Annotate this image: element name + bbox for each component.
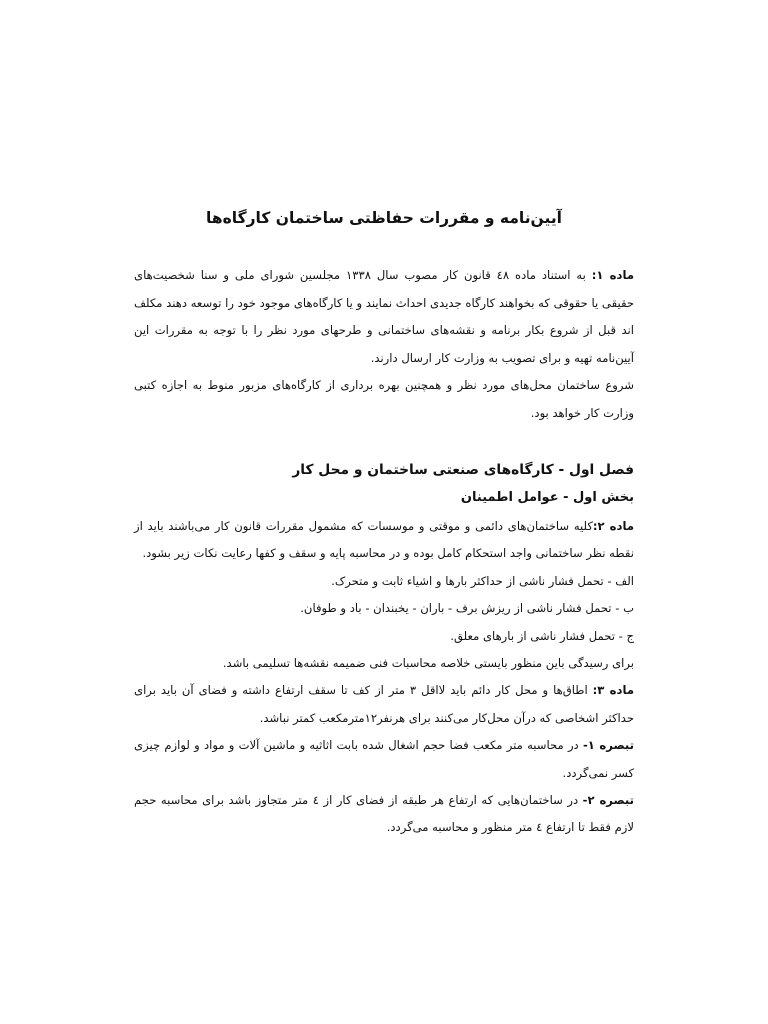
note-2-paragraph <box>134 787 634 842</box>
note-1-paragraph <box>134 732 634 787</box>
article-2-item-a: الف - تحمل فشار ناشی از حداکثر بارها و اشیاء ثابت و متحرک. <box>331 573 634 588</box>
article-3-text: اطاق‌ها و محل کار دائم باید لااقل ۳ متر از کف تا سقف ارتفاع داشته و فضای آن باید برای حداکثر اشخاصی که درآن محل‌کار می‌کنند برای هرنفر۱۲مترمکعب کمتر نباشد. <box>134 683 634 725</box>
note-2-label: تبصره ۲- <box>582 793 635 808</box>
article-2-label: ماده ۲: <box>592 519 634 533</box>
intro-paragraph-2: شروع ساختمان محل‌های مورد نظر و همچنین بهره برداری از کارگاه‌های مزبور منوط به اجازه کتبی وزارت کار خواهد بود. <box>134 378 634 420</box>
article-2-item-c: ج - تحمل فشار ناشی از بارهای معلق. <box>450 628 634 643</box>
article-2-text: کلیه ساختمان‌های دائمی و موقتی و موسسات که مشمول مقررات قانون کار می‌باشند باید از نقطه نظر ساختمانی واجد استحکام کامل بوده و در محاسبه پایه و سقف و کفها رعایت نکات زیر بشود. <box>134 519 634 561</box>
chapter-heading: فصل اول - کارگاه‌های صنعتی ساختمان و محل کار <box>292 462 634 478</box>
document-title: آیین‌نامه و مقررات حفاظتی ساختمان کارگاه‌ها <box>206 209 562 227</box>
article-2-closing: برای رسیدگی باین منظور بایستی خلاصه محاسبات فنی ضمیمه نقشه‌ها تسلیمی باشد. <box>222 656 634 671</box>
article-1-paragraph <box>134 262 634 372</box>
note-2-text: در ساختمان‌هایی که ارتفاع هر طبقه از فضای کار از ٤ متر متجاوز باشد برای محاسبه حجم لازم فقط تا ارتفاع ٤ متر منظور و محاسبه می‌گردد. <box>134 793 634 835</box>
intro-section <box>134 262 634 428</box>
note-1-text: در محاسبه متر مکعب فضا حجم اشغال شده بابت اثاثیه و ماشین آلات و مواد و لوازم چیزی کسر نمی‌گردد. <box>134 738 634 780</box>
part-heading: بخش اول - عوامل اطمینان <box>460 490 634 505</box>
article-3-label: ماده ۳: <box>592 683 635 698</box>
chapter-body <box>134 513 634 842</box>
article-2-item-b: ب - تحمل فشار ناشی از ریزش برف - باران - یخبندان - باد و طوفان. <box>300 601 634 616</box>
note-1-label: تبصره ۱- <box>582 738 634 753</box>
article-1-text: به استناد ماده ٤٨ قانون کار مصوب سال ۱۳۳۸ مجلسین شورای ملی و سنا شخصیت‌های حقیقی یا حقوقی که بخواهند کارگاه جدیدی احداث نمایند و یا کارگاه‌های موجود خود را توسعه دهند مکلف اند قبل از شروع بکار برنامه و نقشه‌های ساختمانی و طرحهای مورد نظر را با توجه به مقررات این آیین‌نامه تهیه و برای تصویب به وزارت کار ارسال دارند. <box>134 268 634 365</box>
article-3-paragraph <box>134 677 634 732</box>
article-2-paragraph <box>134 513 634 568</box>
article-1-label: ماده ۱: <box>591 268 634 282</box>
